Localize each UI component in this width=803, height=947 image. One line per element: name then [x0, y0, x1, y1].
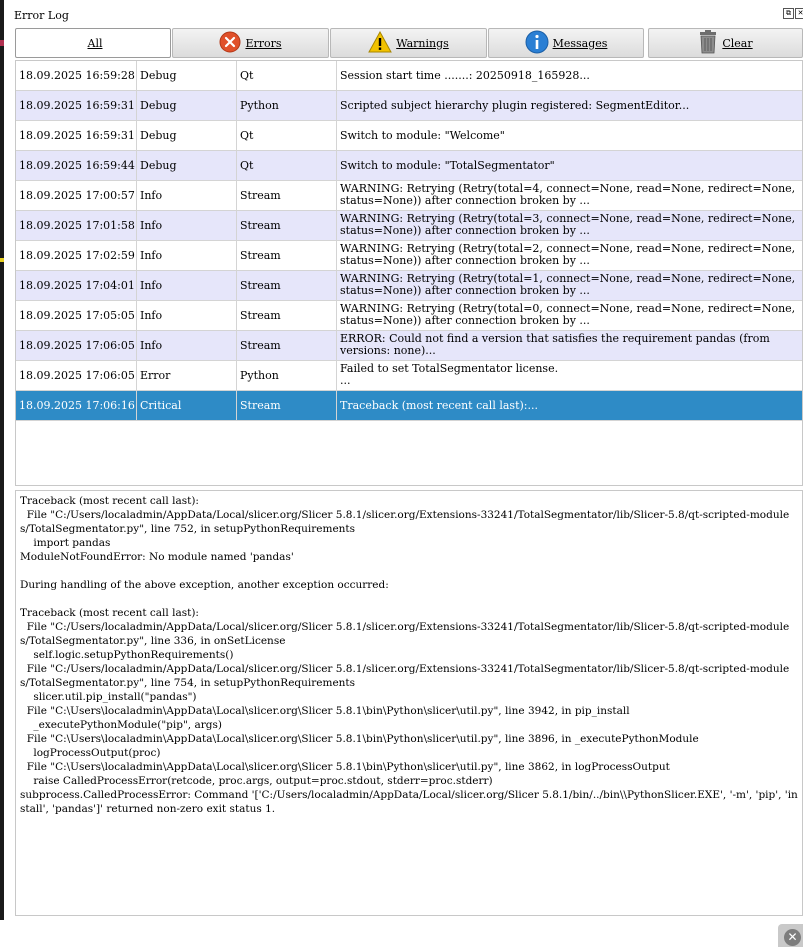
clear-button-label: Clear	[722, 36, 753, 50]
row-source: Stream	[240, 309, 281, 322]
row-message: Switch to module: "TotalSegmentator"	[340, 159, 555, 172]
row-message: WARNING: Retrying (Retry(total=3, connect=None, read=None, redirect=None, status=None)) after connection broken by ...	[340, 212, 796, 237]
warnings-button[interactable]	[330, 28, 487, 58]
row-time-cell	[16, 151, 137, 181]
edge-marker	[0, 40, 4, 46]
row-message-cell	[337, 361, 803, 391]
all-button-label: All	[87, 36, 103, 50]
row-message: Failed to set TotalSegmentator license. ...	[340, 362, 559, 387]
row-time: 18.09.2025 17:05:05	[19, 309, 135, 322]
row-message-cell	[337, 181, 803, 211]
row-message: Session start time .......: 20250918_165928...	[340, 69, 590, 82]
window-title: Error Log	[14, 9, 69, 22]
row-message: WARNING: Retrying (Retry(total=1, connect=None, read=None, redirect=None, status=None)) after connection broken by ...	[340, 272, 796, 297]
row-message-cell	[337, 331, 803, 361]
row-time: 18.09.2025 17:06:16	[19, 399, 135, 412]
row-level-cell	[137, 181, 237, 211]
row-level: Info	[140, 339, 163, 352]
row-time: 18.09.2025 16:59:31	[19, 129, 135, 142]
row-time: 18.09.2025 17:02:59	[19, 249, 135, 262]
row-level: Error	[140, 369, 171, 382]
row-time-cell	[16, 391, 137, 421]
dock-close-tab[interactable]	[778, 924, 803, 947]
messages-button[interactable]	[488, 28, 644, 58]
table-row[interactable]	[16, 361, 803, 391]
row-level-cell	[137, 271, 237, 301]
row-time: 18.09.2025 16:59:31	[19, 99, 135, 112]
row-source-cell	[237, 361, 337, 391]
row-source-cell	[237, 331, 337, 361]
row-time: 18.09.2025 17:01:58	[19, 219, 135, 232]
row-level-cell	[137, 61, 237, 91]
row-source-cell	[237, 271, 337, 301]
row-level-cell	[137, 391, 237, 421]
row-message: Traceback (most recent call last):...	[340, 399, 538, 412]
info-icon	[525, 30, 549, 57]
row-message: Scripted subject hierarchy plugin registered: SegmentEditor...	[340, 99, 690, 112]
warning-icon	[368, 31, 392, 56]
row-time-cell	[16, 271, 137, 301]
row-source: Python	[240, 99, 279, 112]
row-time: 18.09.2025 17:04:01	[19, 279, 135, 292]
row-time-cell	[16, 181, 137, 211]
row-message: WARNING: Retrying (Retry(total=2, connect=None, read=None, redirect=None, status=None)) after connection broken by ...	[340, 242, 796, 267]
table-row[interactable]	[16, 211, 803, 241]
row-time-cell	[16, 331, 137, 361]
row-level-cell	[137, 301, 237, 331]
float-icon[interactable]: ⧉	[783, 8, 794, 19]
row-message-cell	[337, 211, 803, 241]
log-table	[15, 60, 803, 486]
row-message-cell	[337, 151, 803, 181]
log-details-panel[interactable]	[15, 490, 803, 916]
row-source-cell	[237, 91, 337, 121]
row-time-cell	[16, 211, 137, 241]
row-message-cell	[337, 391, 803, 421]
row-source-cell	[237, 391, 337, 421]
row-source-cell	[237, 181, 337, 211]
row-time-cell	[16, 241, 137, 271]
error-icon	[219, 31, 241, 56]
row-source: Stream	[240, 219, 281, 232]
row-message-cell	[337, 121, 803, 151]
table-row[interactable]	[16, 91, 803, 121]
row-source: Qt	[240, 159, 254, 172]
row-message: Switch to module: "Welcome"	[340, 129, 505, 142]
table-row[interactable]	[16, 331, 803, 361]
close-icon[interactable]: ✕	[795, 8, 803, 19]
trash-icon	[698, 30, 718, 57]
row-message: WARNING: Retrying (Retry(total=4, connect=None, read=None, redirect=None, status=None)) after connection broken by ...	[340, 182, 796, 207]
row-message-cell	[337, 91, 803, 121]
row-level: Debug	[140, 99, 177, 112]
row-source: Stream	[240, 189, 281, 202]
row-level: Critical	[140, 399, 182, 412]
row-time: 18.09.2025 16:59:44	[19, 159, 135, 172]
row-message: WARNING: Retrying (Retry(total=0, connect=None, read=None, redirect=None, status=None)) after connection broken by ...	[340, 302, 796, 327]
row-source: Qt	[240, 129, 254, 142]
row-level-cell	[137, 91, 237, 121]
table-row[interactable]	[16, 151, 803, 181]
messages-button-label: Messages	[552, 36, 608, 50]
row-time: 18.09.2025 17:06:05	[19, 369, 135, 382]
table-row[interactable]	[16, 181, 803, 211]
row-level: Info	[140, 189, 163, 202]
row-time-cell	[16, 91, 137, 121]
table-row[interactable]	[16, 241, 803, 271]
title-bar	[8, 4, 803, 26]
row-time-cell	[16, 301, 137, 331]
row-source-cell	[237, 61, 337, 91]
row-time-cell	[16, 121, 137, 151]
table-row[interactable]	[16, 121, 803, 151]
row-level: Info	[140, 309, 163, 322]
row-time-cell	[16, 361, 137, 391]
filter-toolbar	[15, 28, 803, 60]
warnings-button-label: Warnings	[396, 36, 449, 50]
row-message-cell	[337, 241, 803, 271]
row-level: Info	[140, 279, 163, 292]
row-source: Stream	[240, 279, 281, 292]
row-level-cell	[137, 151, 237, 181]
errors-button-label: Errors	[245, 36, 282, 50]
row-level-cell	[137, 241, 237, 271]
close-icon[interactable]: ✕	[784, 929, 801, 946]
row-level: Debug	[140, 69, 177, 82]
row-time: 18.09.2025 17:00:57	[19, 189, 135, 202]
row-time: 18.09.2025 17:06:05	[19, 339, 135, 352]
row-source-cell	[237, 151, 337, 181]
errors-button[interactable]	[172, 28, 329, 58]
row-source-cell	[237, 241, 337, 271]
row-level: Info	[140, 249, 163, 262]
row-source: Qt	[240, 69, 254, 82]
row-level: Debug	[140, 129, 177, 142]
row-source-cell	[237, 211, 337, 241]
table-row[interactable]	[16, 61, 803, 91]
all-button[interactable]	[15, 28, 171, 58]
row-level: Info	[140, 219, 163, 232]
row-source: Python	[240, 369, 279, 382]
row-message-cell	[337, 271, 803, 301]
left-edge-strip	[0, 0, 4, 920]
edge-marker	[0, 258, 4, 262]
row-level-cell	[137, 361, 237, 391]
table-row[interactable]	[16, 301, 803, 331]
row-source: Stream	[240, 399, 281, 412]
row-time: 18.09.2025 16:59:28	[19, 69, 135, 82]
row-message-cell	[337, 61, 803, 91]
row-source-cell	[237, 121, 337, 151]
log-details-text: Traceback (most recent call last): File "C:/Users/localadmin/AppData/Local/slicer.org/Slicer 5.8.1/slicer.org/Extensions-33241/TotalSegmentator/lib/Slicer-5.8/qt-scripted-modules/TotalSegmentator.py", line 752, in setupPythonRequirements import pandas ModuleNotFoundError: No module named 'pandas' During handling of the above exception, another exception occurred: Traceback (most recent call last): File "C:/Users/localadmin/AppData/Local/slicer.org/Slicer 5.8.1/slicer.org/Extensions-33241/TotalSegmentator/lib/Slicer-5.8/qt-scripted-modules/TotalSegmentator.py", line 336, in onSetLicense self.logic.setupPythonRequirements() File "C:/Users/localadmin/AppData/Local/slicer.org/Slicer 5.8.1/slicer.org/Extensions-33241/TotalSegmentator/lib/Slicer-5.8/qt-scripted-modules/TotalSegmentator.py", line 754, in setupPythonRequirements slicer.util.pip_install("pandas") File "C:\Users\localadmin\AppData\Local\slicer.org\Slicer 5.8.1\bin\Python\slicer\util.py", line 3942, in pip_install _executePythonModule("pip", args) File "C:\Users\localadmin\AppData\Local\slicer.org\Slicer 5.8.1\bin\Python\slicer\util.py", line 3896, in _executePythonModule logProcessOutput(proc) File "C:\Users\localadmin\AppData\Local\slicer.org\Slicer 5.8.1\bin\Python\slicer\util.py", line 3862, in logProcessOutput raise CalledProcessError(retcode, proc.args, output=proc.stdout, stderr=proc.stderr) subprocess.CalledProcessError: Command '['C:/Users/localadmin/AppData/Local/slicer.org/Slicer 5.8.1/bin/../bin\\PythonSlicer.EXE', '-m', 'pip', 'install', 'pandas']' returned non-zero exit status 1.	[20, 495, 798, 815]
row-level-cell	[137, 211, 237, 241]
clear-button[interactable]	[648, 28, 803, 58]
row-source: Stream	[240, 339, 281, 352]
row-level-cell	[137, 121, 237, 151]
row-level-cell	[137, 331, 237, 361]
row-time-cell	[16, 61, 137, 91]
row-message: ERROR: Could not find a version that satisfies the requirement pandas (from versions: none)...	[340, 332, 770, 357]
table-row[interactable]	[16, 391, 803, 421]
row-source-cell	[237, 301, 337, 331]
row-level: Debug	[140, 159, 177, 172]
table-row[interactable]	[16, 271, 803, 301]
row-source: Stream	[240, 249, 281, 262]
row-message-cell	[337, 301, 803, 331]
